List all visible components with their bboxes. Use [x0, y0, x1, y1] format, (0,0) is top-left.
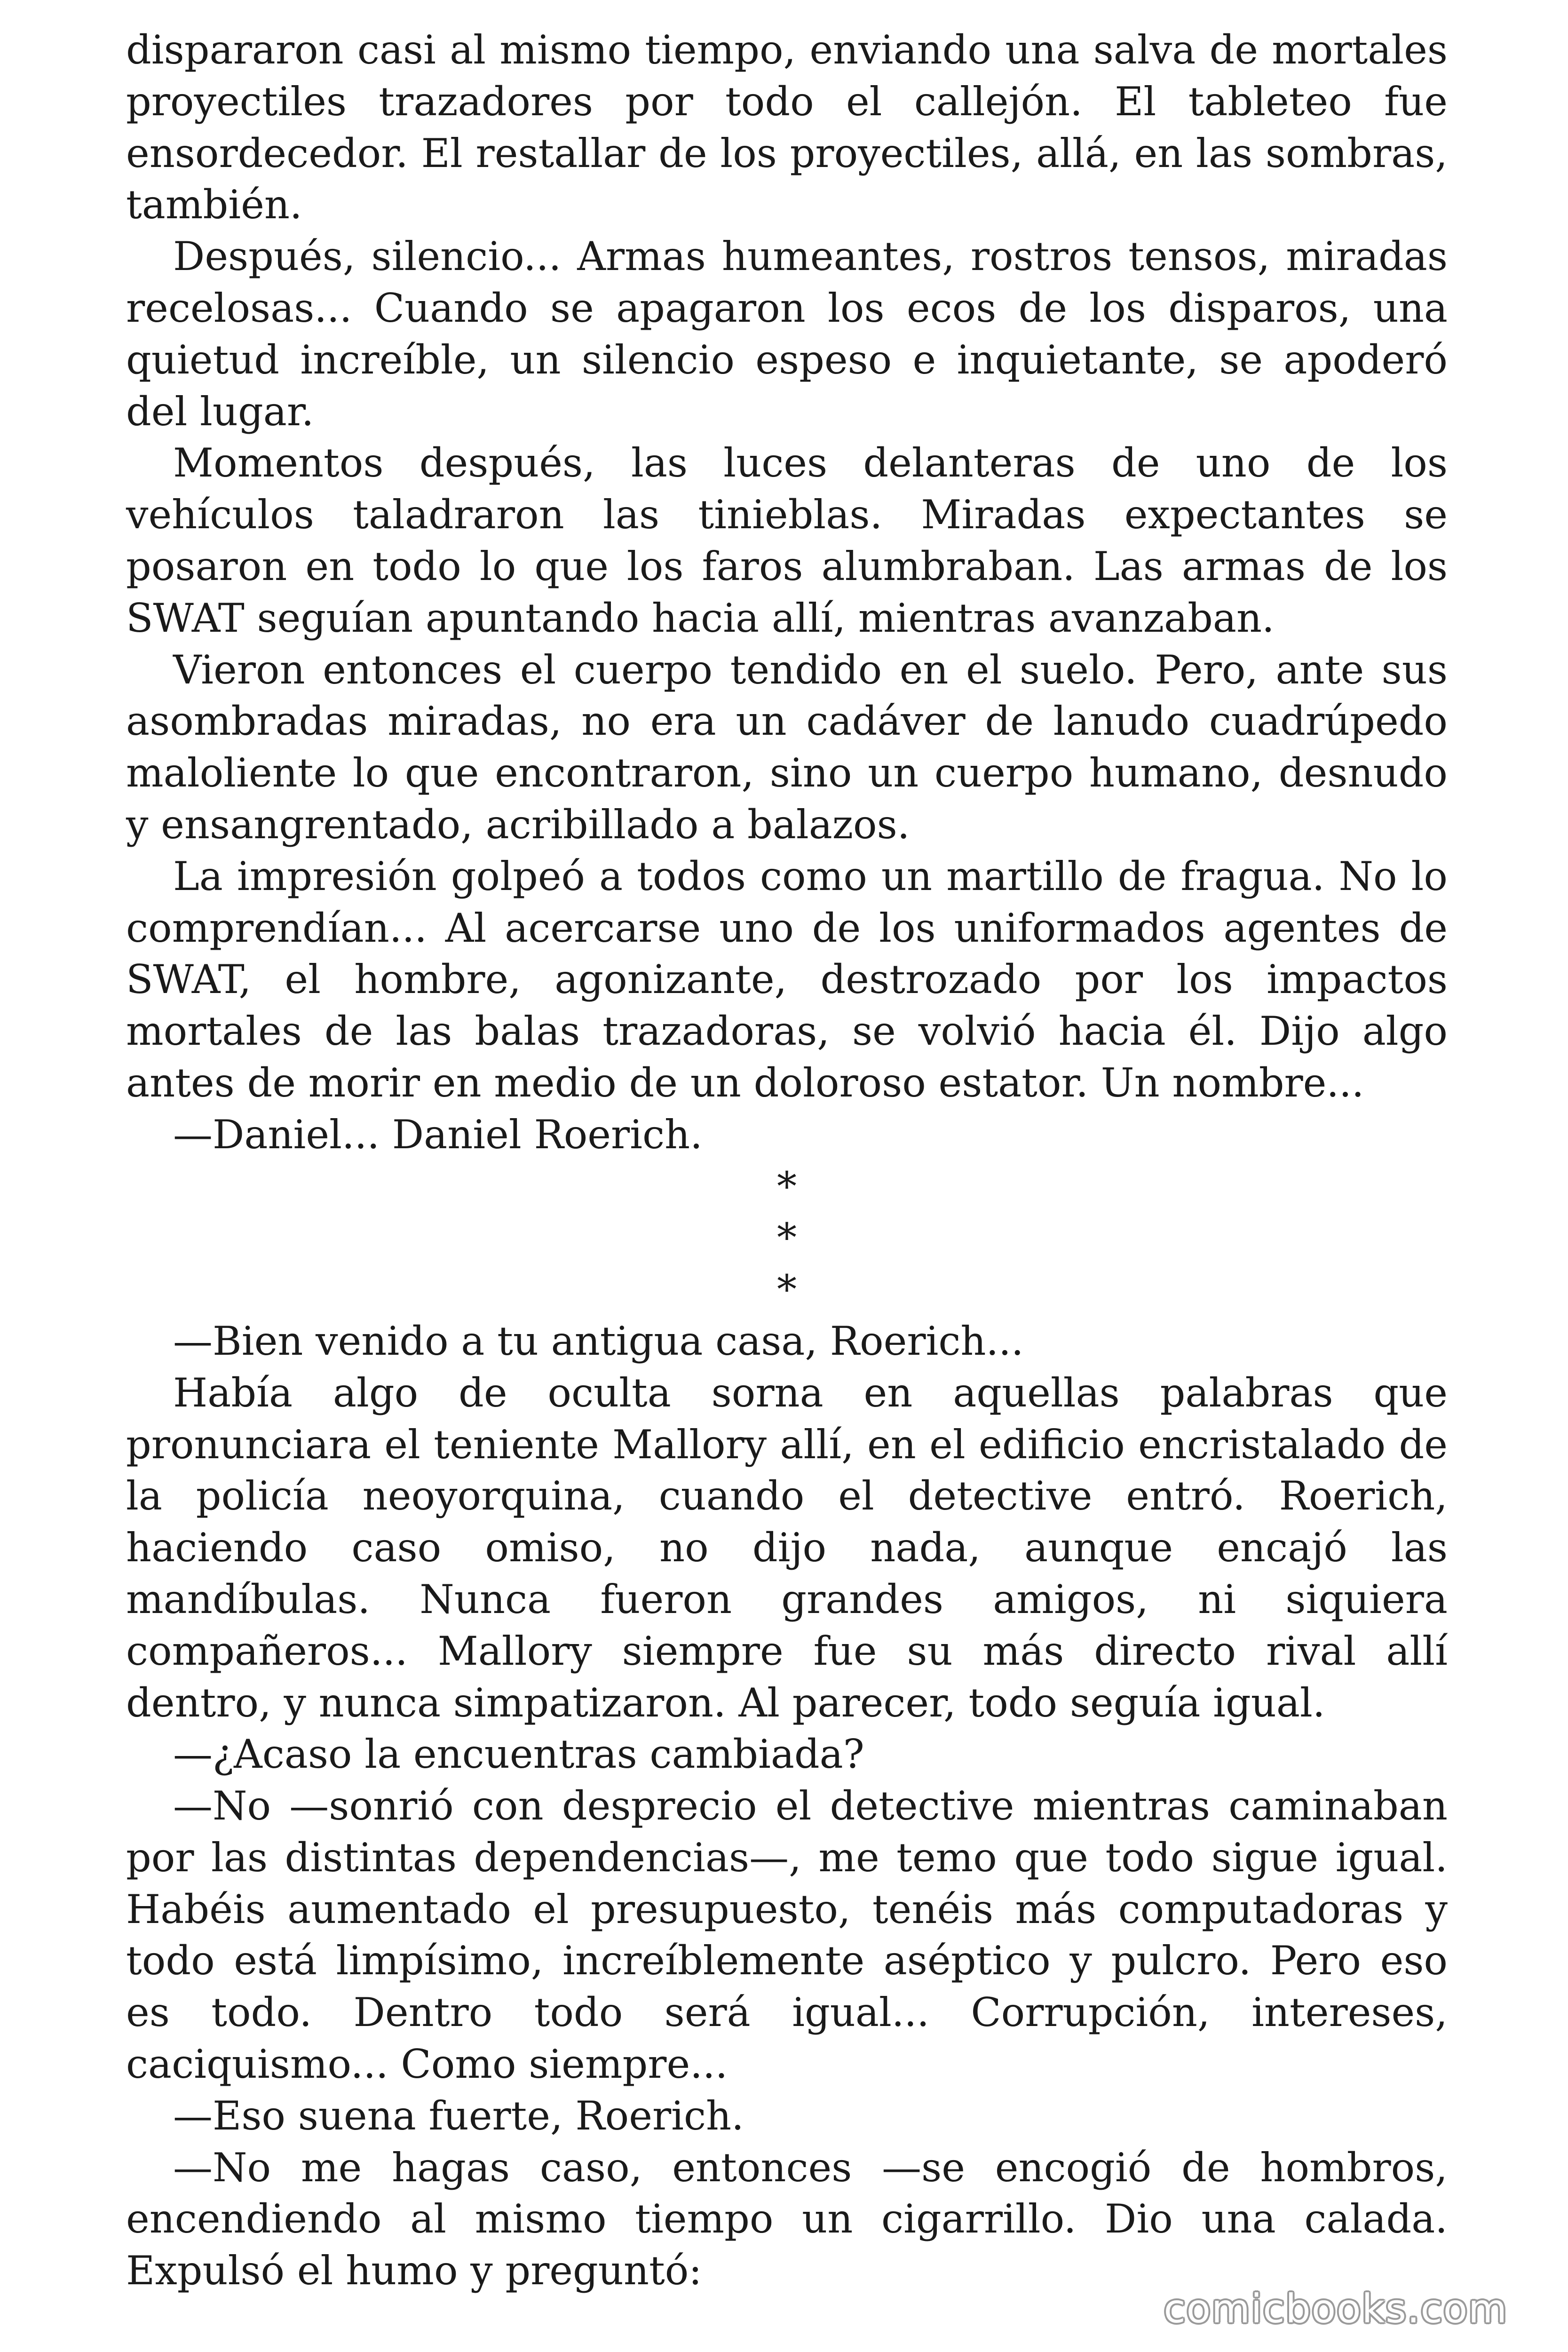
paragraph: Había algo de oculta sorna en aquellas palabras que pronunciara el teniente Mallory allí, en el edificio encristalado de la policía neoyorquina, cuando el detective entró. Roerich, haciendo caso omiso, no dijo nada, aunque encajó las mandíbulas. Nunca fueron grandes amigos, ni siquiera compañeros... Mallory siempre fue su más directo rival allí dentro, y nunca simpatizaron. Al parecer, todo seguía igual. — [126, 1369, 1448, 1726]
paragraph: Vieron entonces el cuerpo tendido en el suelo. Pero, ante sus asombradas miradas, no era un cadáver de lanudo cuadrúpedo maloliente lo que encontraron, sino un cuerpo humano, desnudo y ensangrentado, acribillado a balazos. — [126, 646, 1448, 848]
separator-asterisk: * — [777, 1266, 797, 1313]
book-page — [126, 24, 1448, 2297]
dialogue-line: —No —sonrió con desprecio el detective mientras caminaban por las distintas dependencias—, me temo que todo sigue igual. Habéis aumentado el presupuesto, tenéis más computadoras y todo está limpísimo, increíblemente aséptico y pulcro. Pero eso es todo. Dentro todo será igual... Corrupción, intereses, caciquismo... Como siempre... — [126, 1783, 1448, 2088]
paragraph: dispararon casi al mismo tiempo, enviando una salva de mortales proyectiles trazadores por todo el callejón. El tableteo fue ensordecedor. El restallar de los proyectiles, allá, en las sombras, también. — [126, 27, 1448, 228]
dialogue-line: —Bien venido a tu antigua casa, Roerich... — [173, 1318, 1024, 1364]
scene-separator — [126, 1161, 1448, 1316]
dialogue-line: —Eso suena fuerte, Roerich. — [173, 2092, 744, 2139]
dialogue-line: —No me hagas caso, entonces —se encogió de hombros, encendiendo al mismo tiempo un cigarrillo. Dio una calada. Expulsó el humo y preguntó: — [126, 2144, 1448, 2294]
watermark: comicbooks.com — [1164, 2286, 1508, 2332]
paragraph: Después, silencio... Armas humeantes, rostros tensos, miradas recelosas... Cuando se apagaron los ecos de los disparos, una quietud increíble, un silencio espeso e inquietante, se apoderó del lugar. — [126, 233, 1448, 435]
paragraph: Momentos después, las luces delanteras de uno de los vehículos taladraron las tinieblas. Miradas expectantes se posaron en todo lo que los faros alumbraban. Las armas de los SWAT seguían apuntando hacia allí, mientras avanzaban. — [126, 440, 1448, 641]
dialogue-line: —Daniel... Daniel Roerich. — [173, 1111, 703, 1158]
dialogue-line: —¿Acaso la encuentras cambiada? — [173, 1731, 864, 1778]
separator-asterisk: * — [777, 1215, 797, 1261]
paragraph: La impresión golpeó a todos como un martillo de fragua. No lo comprendían... Al acercarse uno de los uniformados agentes de SWAT, el hombre, agonizante, destrozado por los impactos mortales de las balas trazadoras, se volvió hacia él. Dijo algo antes de morir en medio de un doloroso estator. Un nombre... — [126, 853, 1448, 1106]
separator-asterisk: * — [777, 1163, 797, 1209]
